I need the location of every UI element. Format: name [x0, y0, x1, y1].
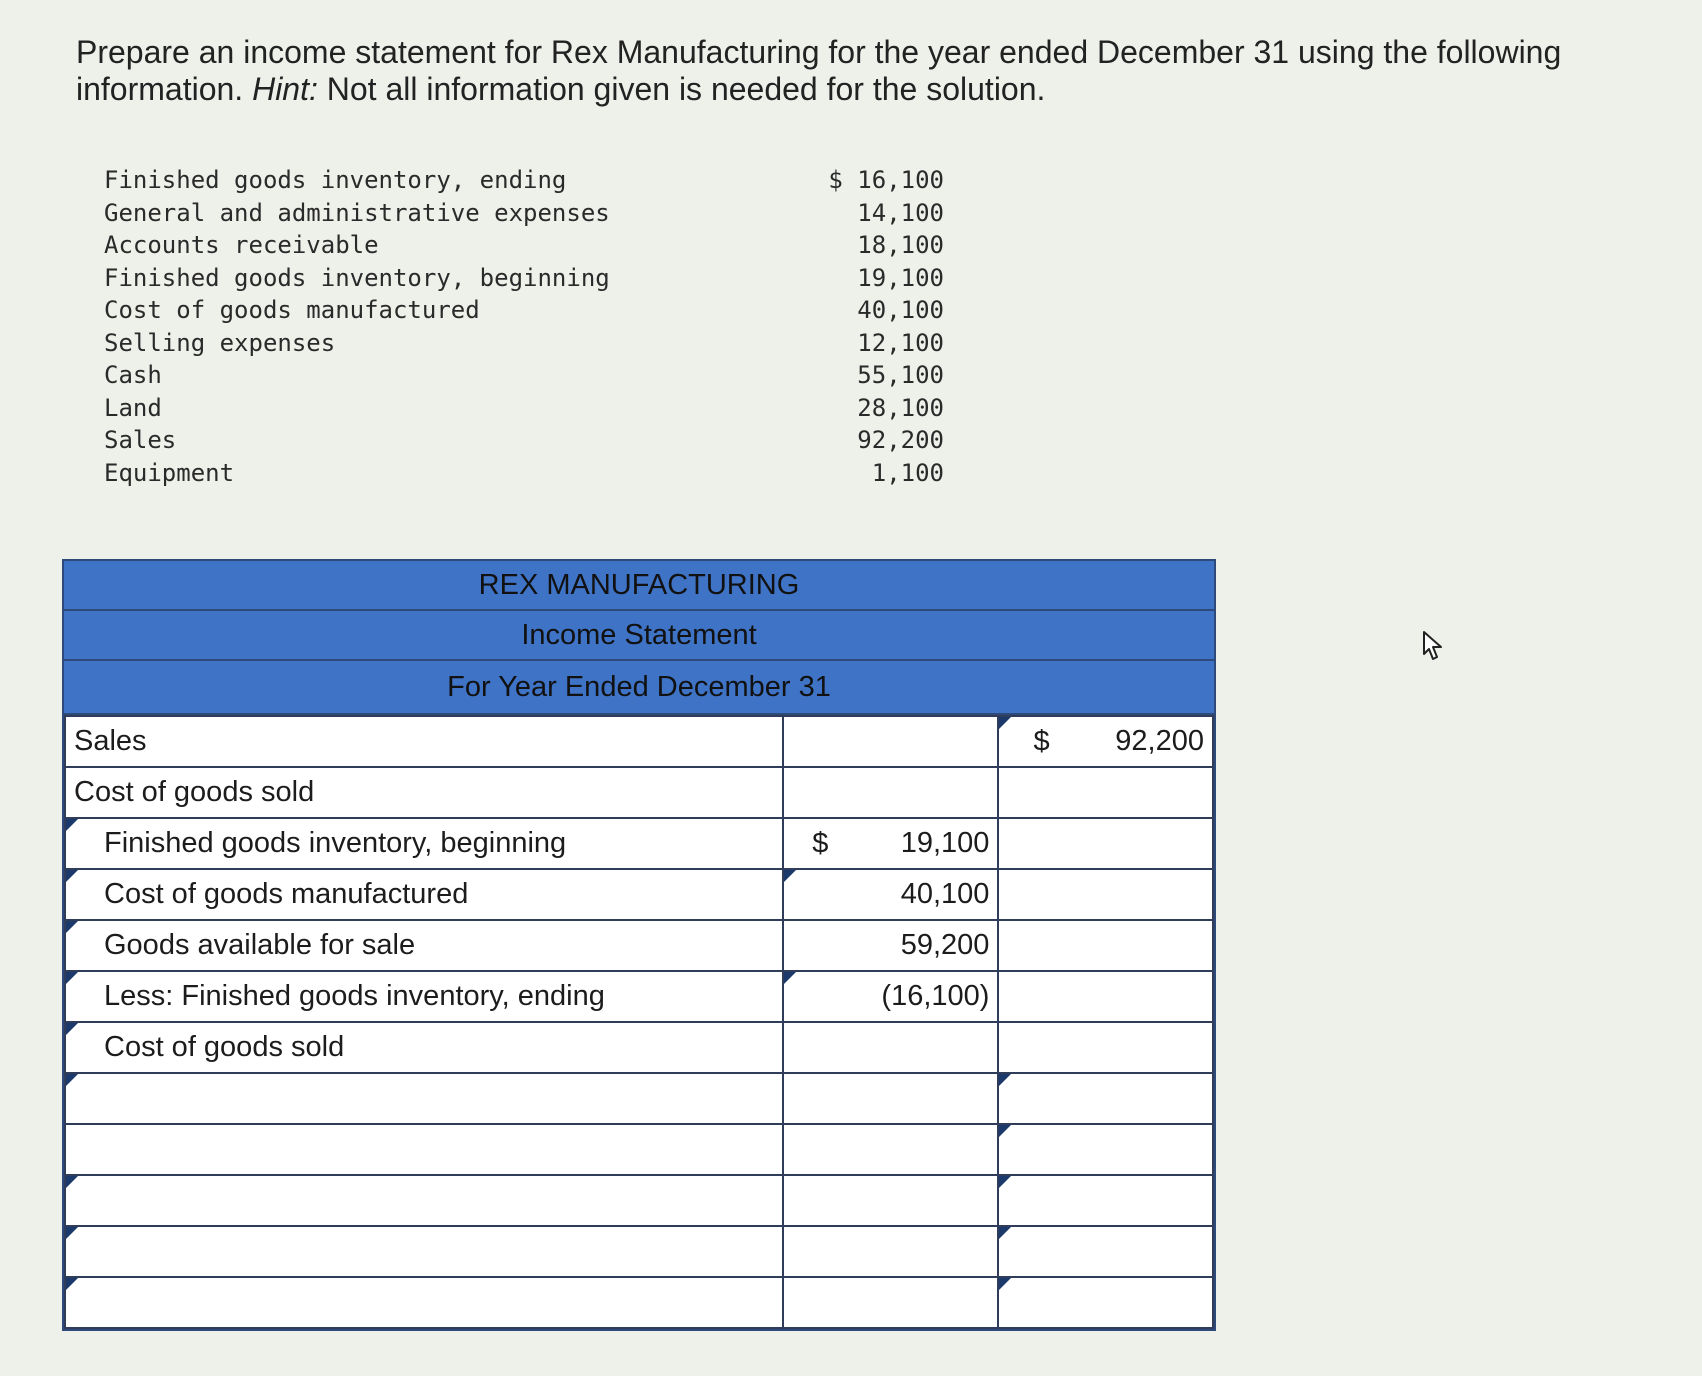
amount-value: 59,200 [900, 929, 990, 961]
given-label: Cash [104, 361, 162, 389]
given-label: Selling expenses [104, 328, 336, 357]
row-label-input[interactable]: Sales [65, 716, 783, 767]
given-label: Finished goods inventory, beginning [104, 263, 610, 292]
given-row [104, 459, 944, 492]
given-value: 28,100 [857, 393, 944, 422]
given-label: Land [104, 393, 162, 422]
table-row [65, 920, 1213, 971]
table-row [65, 1124, 1213, 1175]
amount-input-col1[interactable] [783, 1226, 998, 1277]
table-row [65, 767, 1213, 818]
amount-input-col2[interactable] [998, 1277, 1213, 1328]
amount-input-col2[interactable] [998, 1073, 1213, 1124]
company-name: REX MANUFACTURING [64, 561, 1214, 611]
amount-input-col2[interactable] [998, 1226, 1213, 1277]
table-row [65, 869, 1213, 920]
table-row [65, 1226, 1213, 1277]
given-row [104, 361, 944, 394]
amount-input-col1[interactable] [783, 869, 998, 920]
amount-input-col1[interactable] [783, 920, 998, 971]
given-label: Finished goods inventory, ending [104, 166, 567, 194]
given-label: Equipment [104, 458, 235, 487]
amount-input-col2[interactable] [998, 716, 1213, 767]
given-label: Cost of goods manufactured [104, 296, 480, 324]
given-value: 1,100 [871, 458, 944, 487]
row-label-input[interactable]: Finished goods inventory, beginning [65, 818, 783, 869]
amount-input-col2[interactable] [998, 767, 1213, 818]
given-row [104, 329, 944, 362]
dollar-sign: $ [1033, 725, 1050, 757]
table-row [65, 818, 1213, 869]
statement-period: For Year Ended December 31 [64, 661, 1214, 715]
given-data-list [104, 166, 944, 491]
amount-input-col1[interactable] [783, 716, 998, 767]
amount-input-col1[interactable] [783, 1022, 998, 1073]
amount-input-col1[interactable] [783, 971, 998, 1022]
row-label-input[interactable] [65, 1124, 783, 1175]
question-prompt [76, 34, 1676, 108]
given-label: Accounts receivable [104, 231, 379, 259]
given-row [104, 231, 944, 264]
table-row [65, 1073, 1213, 1124]
given-value: 12,100 [857, 328, 944, 357]
table-row [65, 1277, 1213, 1328]
amount-input-col1[interactable] [783, 1175, 998, 1226]
prompt-lead: Prepare an income statement for Rex Manufacturing for the year ended December 31 using the following information. [76, 34, 1562, 107]
amount-value: 92,200 [1115, 725, 1204, 757]
row-label-input[interactable] [65, 1226, 783, 1277]
row-label-input[interactable] [65, 1175, 783, 1226]
given-label: Sales [104, 426, 177, 454]
dollar-sign: $ [812, 827, 829, 859]
given-row [104, 166, 944, 199]
hint-label: Hint: [252, 71, 318, 107]
amount-value: 19,100 [900, 827, 990, 859]
row-label-input[interactable]: Cost of goods manufactured [65, 869, 783, 920]
given-value: 55,100 [857, 361, 944, 389]
amount-value: 40,100 [900, 878, 990, 910]
row-label-input[interactable]: Cost of goods sold [65, 767, 783, 818]
amount-input-col2[interactable] [998, 1022, 1213, 1073]
given-value: 92,200 [857, 426, 944, 454]
hand-cursor-icon [1418, 628, 1452, 671]
amount-input-col1[interactable] [783, 767, 998, 818]
income-statement-worksheet [62, 559, 1216, 1331]
amount-input-col1[interactable] [783, 818, 998, 869]
given-value: 14,100 [857, 198, 944, 227]
row-label-input[interactable]: Less: Finished goods inventory, ending [65, 971, 783, 1022]
row-label-input[interactable]: Goods available for sale [65, 920, 783, 971]
given-row [104, 296, 944, 329]
amount-input-col1[interactable] [783, 1124, 998, 1175]
given-row [104, 426, 944, 459]
table-row [65, 716, 1213, 767]
given-value: $ 16,100 [828, 166, 944, 194]
given-value: 18,100 [857, 231, 944, 259]
given-row [104, 394, 944, 427]
table-row [65, 1175, 1213, 1226]
given-value: 19,100 [857, 263, 944, 292]
given-label: General and administrative expenses [104, 198, 610, 227]
amount-value: (16,100) [881, 980, 990, 1012]
statement-title: Income Statement [64, 611, 1214, 661]
amount-input-col1[interactable] [783, 1073, 998, 1124]
given-row [104, 199, 944, 232]
given-row [104, 264, 944, 297]
amount-input-col2[interactable] [998, 869, 1213, 920]
table-row [65, 1022, 1213, 1073]
table-row [65, 971, 1213, 1022]
amount-input-col2[interactable] [998, 818, 1213, 869]
amount-input-col2[interactable] [998, 971, 1213, 1022]
amount-input-col2[interactable] [998, 1124, 1213, 1175]
given-value: 40,100 [857, 296, 944, 324]
row-label-input[interactable] [65, 1277, 783, 1328]
amount-input-col2[interactable] [998, 920, 1213, 971]
statement-table [64, 715, 1214, 1329]
row-label-input[interactable]: Cost of goods sold [65, 1022, 783, 1073]
amount-input-col1[interactable] [783, 1277, 998, 1328]
amount-input-col2[interactable] [998, 1175, 1213, 1226]
hint-text: Not all information given is needed for the solution. [326, 71, 1046, 107]
row-label-input[interactable] [65, 1073, 783, 1124]
